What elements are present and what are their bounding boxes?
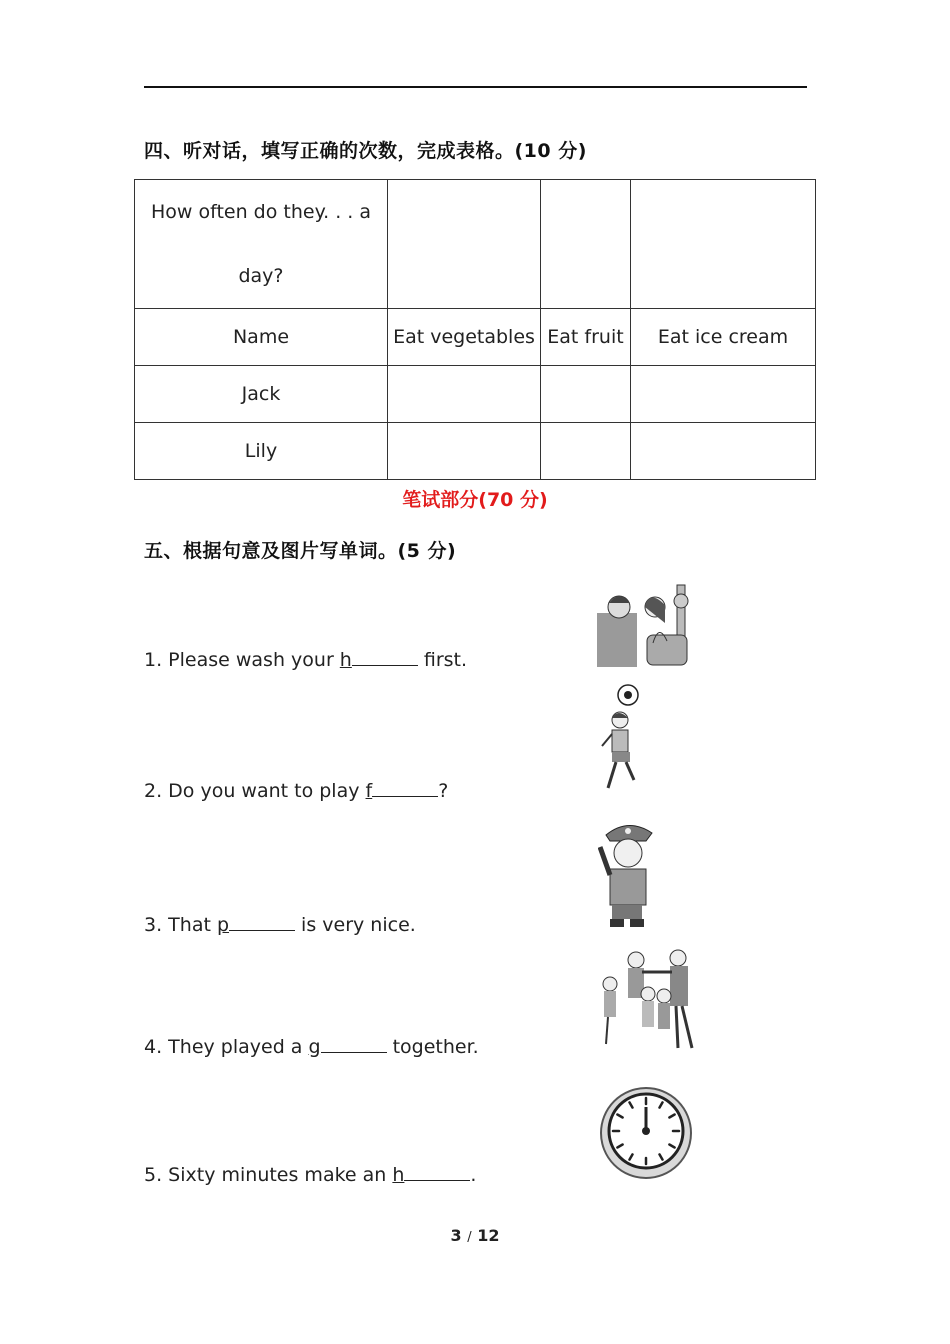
football-picture: [598, 684, 643, 798]
answer-cell: [388, 180, 541, 309]
question-text: 3. That: [144, 914, 217, 936]
washing-hands-picture: [597, 583, 699, 667]
question-text: 5. Sixty minutes make an: [144, 1164, 393, 1186]
answer-blank[interactable]: [309, 1034, 387, 1058]
question-2: [144, 778, 448, 802]
policeman-picture: [598, 817, 658, 929]
page-separator: /: [467, 1230, 472, 1245]
section-4-heading: 四、听对话，填写正确的次数，完成表格。(10 分): [144, 140, 587, 162]
answer-cell[interactable]: [631, 366, 816, 423]
question-text: 2. Do you want to play: [144, 780, 366, 802]
answer-cell[interactable]: [541, 366, 631, 423]
answer-cell[interactable]: [541, 423, 631, 480]
column-header-fruit: Eat fruit: [541, 309, 631, 366]
question-header-text: How often do they. . . a day?: [150, 201, 371, 287]
section-5-heading: 五、根据句意及图片写单词。(5 分): [144, 540, 457, 562]
clock-picture: [598, 1085, 694, 1181]
hint-letter: g: [308, 1036, 321, 1058]
column-header-ice-cream: Eat ice cream: [631, 309, 816, 366]
question-text: 4. They played a: [144, 1036, 309, 1058]
answer-cell[interactable]: [631, 423, 816, 480]
column-header-name: Name: [135, 309, 388, 366]
answer-blank[interactable]: [366, 778, 439, 802]
column-header-vegetables: Eat vegetables: [388, 309, 541, 366]
frequency-table: [134, 179, 816, 480]
answer-cell[interactable]: [388, 366, 541, 423]
answer-cell: [541, 180, 631, 309]
question-text: ?: [438, 780, 449, 802]
question-text: 1. Please wash your: [144, 649, 340, 671]
current-page: 3: [450, 1226, 462, 1245]
blank-line: [404, 1162, 470, 1181]
row-name-jack: Jack: [135, 366, 388, 423]
answer-blank[interactable]: [340, 647, 418, 671]
blank-line: [321, 1034, 387, 1053]
hint-letter: h: [392, 1164, 405, 1186]
page-number: [0, 1226, 950, 1245]
question-3: [144, 912, 416, 936]
question-text: together.: [386, 1036, 479, 1058]
question-text: first.: [417, 649, 468, 671]
hint-letter: p: [216, 914, 230, 936]
question-text: is very nice.: [295, 914, 416, 936]
answer-cell: [631, 180, 816, 309]
hint-letter: f: [365, 780, 373, 802]
row-name-lily: Lily: [135, 423, 388, 480]
total-pages: 12: [477, 1226, 500, 1245]
answer-blank[interactable]: [217, 912, 295, 936]
question-5: [144, 1162, 476, 1186]
question-1: [144, 647, 467, 671]
answer-blank[interactable]: [392, 1162, 470, 1186]
answer-cell[interactable]: [388, 423, 541, 480]
game-picture: [598, 948, 704, 1050]
blank-line: [229, 912, 295, 931]
hint-letter: h: [339, 649, 352, 671]
question-text: .: [470, 1164, 477, 1186]
question-4: [144, 1034, 479, 1058]
top-rule: [144, 86, 807, 88]
written-part-heading: 笔试部分(70 分): [402, 489, 548, 511]
blank-line: [372, 778, 438, 797]
question-header-cell: [135, 180, 388, 309]
blank-line: [352, 647, 418, 666]
